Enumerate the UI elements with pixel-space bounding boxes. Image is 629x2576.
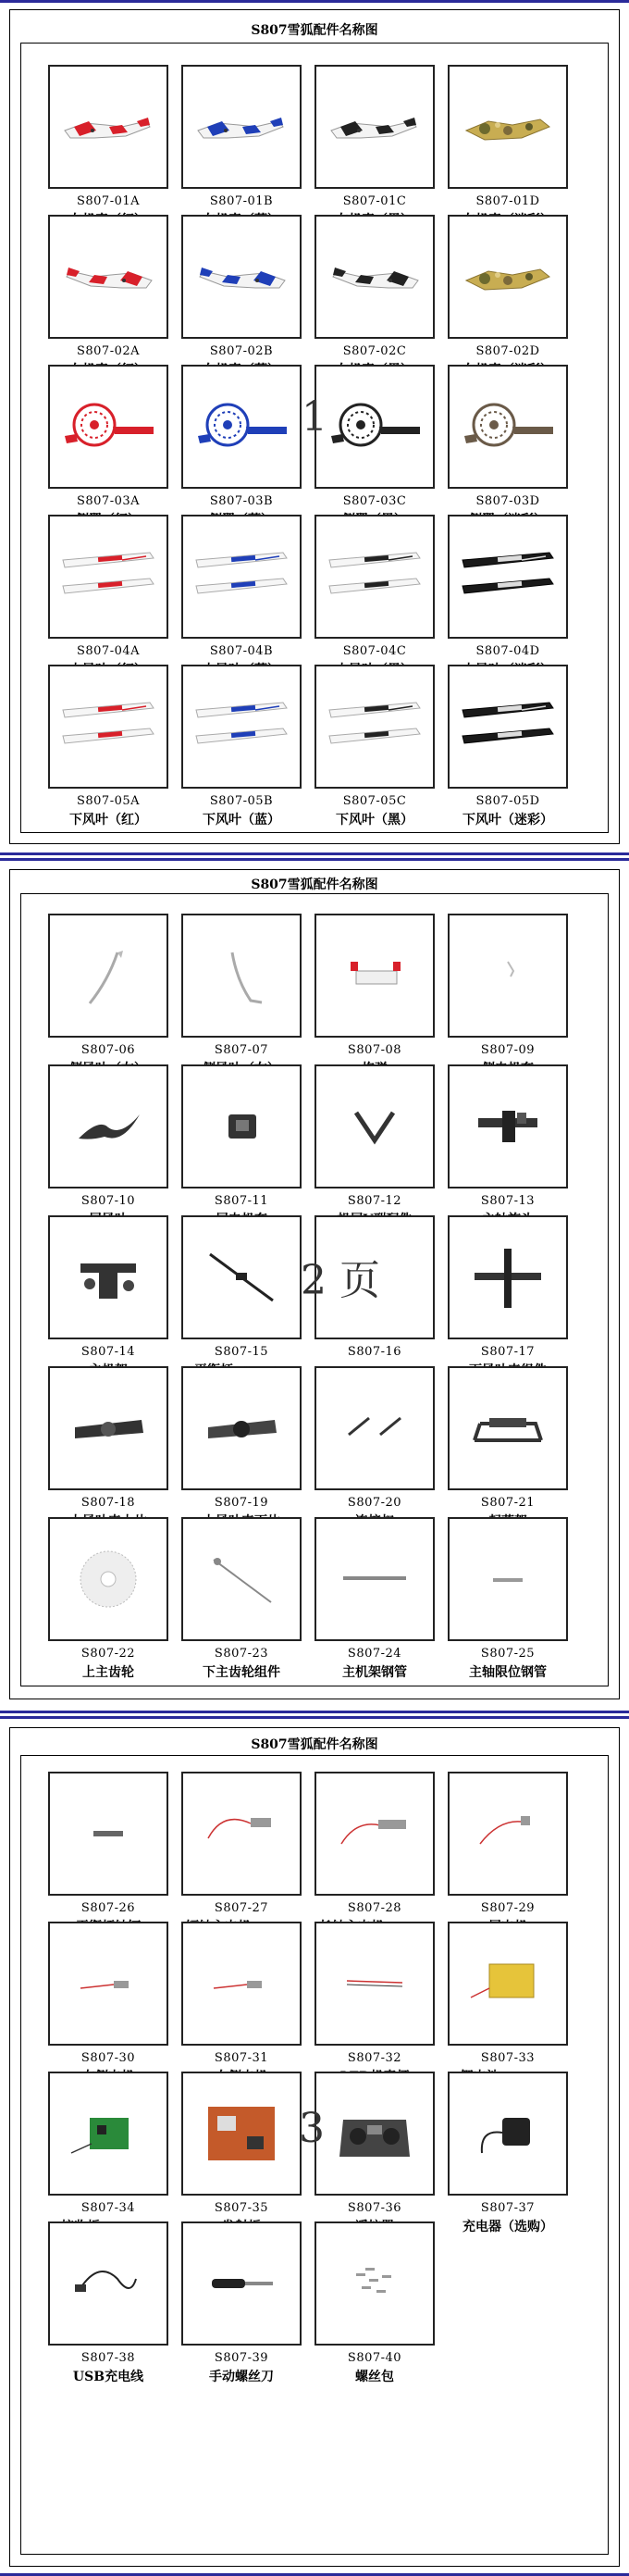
part-name bbox=[48, 1662, 168, 1681]
part-cell-s807-15 bbox=[181, 1215, 302, 1379]
part-photo-icon bbox=[448, 365, 568, 489]
part-cell-s807-09 bbox=[448, 914, 568, 1077]
part-name-text: 充电器（选购） bbox=[462, 2220, 553, 2234]
part-photo-icon bbox=[48, 1215, 168, 1339]
part-cell-s807-01d bbox=[448, 65, 568, 229]
part-cell-s807-26 bbox=[48, 1772, 168, 1935]
part-cell-s807-29 bbox=[448, 1772, 568, 1935]
part-code: S807-08 bbox=[347, 1043, 402, 1057]
part-code: S807-25 bbox=[480, 1647, 536, 1661]
part-cell-s807-32 bbox=[314, 1922, 435, 2085]
part-photo-icon bbox=[48, 215, 168, 339]
part-code: S807-31 bbox=[214, 2051, 269, 2065]
part-name-text: 下风叶（红） bbox=[69, 813, 147, 828]
part-cell-s807-13 bbox=[448, 1064, 568, 1228]
part-photo-icon bbox=[448, 914, 568, 1038]
part-cell-s807-39 bbox=[181, 2221, 302, 2385]
part-cell-s807-01a bbox=[48, 65, 168, 229]
part-code: S807-04C bbox=[342, 644, 407, 658]
part-photo-icon bbox=[181, 1064, 302, 1188]
part-cell-s807-04c bbox=[314, 515, 435, 678]
page-border-top bbox=[0, 1716, 629, 1719]
page-title: S807雪狐配件名称图 bbox=[251, 23, 378, 38]
part-photo-icon bbox=[181, 1922, 302, 2046]
part-name-text: 上主齿轮 bbox=[82, 1665, 134, 1680]
part-photo-icon bbox=[314, 1517, 435, 1641]
part-cell-s807-30 bbox=[48, 1922, 168, 2085]
page-number: 1 bbox=[302, 393, 327, 441]
part-cell-s807-05a bbox=[48, 665, 168, 828]
part-code: S807-33 bbox=[480, 2051, 536, 2065]
part-code: S807-04B bbox=[209, 644, 274, 658]
part-code: S807-40 bbox=[347, 2351, 402, 2365]
part-name-text: 下主齿轮组件 bbox=[203, 1665, 280, 1680]
part-code: S807-07 bbox=[214, 1043, 269, 1057]
part-cell-s807-38 bbox=[48, 2221, 168, 2385]
part-cell-s807-22 bbox=[48, 1517, 168, 1681]
part-code: S807-11 bbox=[214, 1194, 269, 1208]
part-code: S807-18 bbox=[80, 1496, 136, 1510]
part-cell-s807-02a bbox=[48, 215, 168, 379]
part-photo-icon bbox=[48, 665, 168, 789]
part-cell-s807-23 bbox=[181, 1517, 302, 1681]
part-photo-icon bbox=[448, 65, 568, 189]
part-cell-s807-02d bbox=[448, 215, 568, 379]
part-photo-icon bbox=[448, 1215, 568, 1339]
part-photo-icon bbox=[448, 215, 568, 339]
part-photo-icon bbox=[181, 365, 302, 489]
part-cell-s807-27 bbox=[181, 1772, 302, 1935]
page-title: S807雪狐配件名称图 bbox=[251, 877, 378, 892]
part-photo-icon bbox=[314, 215, 435, 339]
part-cell-s807-03a bbox=[48, 365, 168, 529]
part-cell-s807-14 bbox=[48, 1215, 168, 1379]
part-code: S807-19 bbox=[214, 1496, 269, 1510]
part-cell-s807-05d bbox=[448, 665, 568, 828]
part-code: S807-01D bbox=[475, 194, 540, 208]
part-code: S807-37 bbox=[480, 2201, 536, 2215]
part-photo-icon bbox=[181, 665, 302, 789]
page-border-bottom bbox=[0, 852, 629, 855]
part-photo-icon bbox=[448, 515, 568, 639]
page-border-top bbox=[0, 0, 629, 3]
catalog-page-3 bbox=[0, 1716, 629, 2576]
part-photo-icon bbox=[314, 1064, 435, 1188]
part-name bbox=[181, 1662, 302, 1681]
part-code: S807-21 bbox=[480, 1496, 536, 1510]
part-code: S807-03C bbox=[342, 494, 407, 508]
part-name bbox=[448, 1662, 568, 1681]
part-code: S807-20 bbox=[347, 1496, 402, 1510]
part-cell-s807-40 bbox=[314, 2221, 435, 2385]
part-cell-s807-07 bbox=[181, 914, 302, 1077]
part-cell-s807-24 bbox=[314, 1517, 435, 1681]
catalog-page-2 bbox=[0, 858, 629, 1713]
part-cell-s807-34 bbox=[48, 2072, 168, 2235]
part-photo-icon bbox=[314, 665, 435, 789]
part-name bbox=[48, 2367, 168, 2385]
part-code: S807-15 bbox=[214, 1345, 269, 1359]
part-photo-icon bbox=[48, 365, 168, 489]
part-photo-icon bbox=[48, 1922, 168, 2046]
part-photo-icon bbox=[181, 2221, 302, 2346]
part-code: S807-01C bbox=[342, 194, 407, 208]
part-name bbox=[314, 2367, 435, 2385]
part-code: S807-22 bbox=[80, 1647, 136, 1661]
part-cell-s807-01c bbox=[314, 65, 435, 229]
part-photo-icon bbox=[48, 1517, 168, 1641]
part-code: S807-35 bbox=[214, 2201, 269, 2215]
part-photo-icon bbox=[448, 1064, 568, 1188]
part-code: S807-03B bbox=[209, 494, 274, 508]
part-name-text: 手动螺丝刀 bbox=[209, 2370, 274, 2384]
page-number: 2 页 bbox=[301, 1257, 380, 1304]
part-name-text: 下风叶（迷彩） bbox=[462, 813, 553, 828]
part-cell-s807-25 bbox=[448, 1517, 568, 1681]
part-name-text: 下风叶（黑） bbox=[336, 813, 413, 828]
part-code: S807-29 bbox=[480, 1901, 536, 1915]
part-cell-s807-01b bbox=[181, 65, 302, 229]
part-cell-s807-03b bbox=[181, 365, 302, 529]
part-photo-icon bbox=[181, 914, 302, 1038]
part-photo-icon bbox=[48, 65, 168, 189]
part-photo-icon bbox=[181, 1366, 302, 1490]
part-code: S807-02D bbox=[475, 344, 540, 358]
part-cell-s807-03c bbox=[314, 365, 435, 529]
part-code: S807-38 bbox=[80, 2351, 136, 2365]
part-cell-s807-31 bbox=[181, 1922, 302, 2085]
part-photo-icon bbox=[448, 2072, 568, 2196]
part-code: S807-34 bbox=[80, 2201, 136, 2215]
part-code: S807-32 bbox=[347, 2051, 402, 2065]
part-photo-icon bbox=[448, 665, 568, 789]
part-name-text: 下风叶（蓝） bbox=[203, 813, 280, 828]
part-cell-s807-11 bbox=[181, 1064, 302, 1228]
part-code: S807-02C bbox=[342, 344, 407, 358]
part-photo-icon bbox=[48, 1772, 168, 1896]
part-code: S807-03A bbox=[76, 494, 141, 508]
part-photo-icon bbox=[48, 1366, 168, 1490]
part-code: S807-01A bbox=[76, 194, 141, 208]
part-code: S807-09 bbox=[480, 1043, 536, 1057]
part-name bbox=[314, 1662, 435, 1681]
part-photo-icon bbox=[448, 1517, 568, 1641]
part-code: S807-27 bbox=[214, 1901, 269, 1915]
part-cell-s807-37 bbox=[448, 2072, 568, 2235]
part-code: S807-28 bbox=[347, 1901, 402, 1915]
part-photo-icon bbox=[448, 1772, 568, 1896]
part-photo-icon bbox=[314, 1366, 435, 1490]
part-cell-s807-33 bbox=[448, 1922, 568, 2085]
part-photo-icon bbox=[48, 1064, 168, 1188]
part-photo-icon bbox=[48, 2221, 168, 2346]
part-code: S807-04D bbox=[475, 644, 540, 658]
part-photo-icon bbox=[181, 1517, 302, 1641]
part-code: S807-05D bbox=[475, 794, 540, 808]
part-name bbox=[181, 810, 302, 828]
part-cell-s807-06 bbox=[48, 914, 168, 1077]
part-name bbox=[448, 810, 568, 828]
part-photo-icon bbox=[181, 515, 302, 639]
part-cell-s807-02c bbox=[314, 215, 435, 379]
part-photo-icon bbox=[314, 515, 435, 639]
part-name bbox=[448, 2217, 568, 2235]
part-code: S807-23 bbox=[214, 1647, 269, 1661]
part-cell-s807-08 bbox=[314, 914, 435, 1077]
part-photo-icon bbox=[181, 1215, 302, 1339]
part-photo-icon bbox=[314, 365, 435, 489]
part-name-text: 主轴限位钢管 bbox=[469, 1665, 547, 1680]
part-name bbox=[181, 2367, 302, 2385]
part-code: S807-36 bbox=[347, 2201, 402, 2215]
part-cell-s807-04a bbox=[48, 515, 168, 678]
part-photo-icon bbox=[181, 215, 302, 339]
page-number: 3 bbox=[299, 2105, 325, 2152]
part-cell-s807-04d bbox=[448, 515, 568, 678]
page-border-top bbox=[0, 858, 629, 861]
part-cell-s807-19 bbox=[181, 1366, 302, 1530]
part-photo-icon bbox=[48, 2072, 168, 2196]
part-code: S807-30 bbox=[80, 2051, 136, 2065]
part-cell-s807-05b bbox=[181, 665, 302, 828]
part-photo-icon bbox=[448, 1366, 568, 1490]
part-name-text: 螺丝包 bbox=[355, 2370, 394, 2384]
part-code: S807-26 bbox=[80, 1901, 136, 1915]
part-photo-icon bbox=[314, 2221, 435, 2346]
part-code: S807-05C bbox=[342, 794, 407, 808]
part-code: S807-14 bbox=[80, 1345, 136, 1359]
part-code: S807-01B bbox=[209, 194, 274, 208]
page-title: S807雪狐配件名称图 bbox=[251, 1737, 378, 1752]
part-code: S807-13 bbox=[480, 1194, 536, 1208]
part-code: S807-06 bbox=[80, 1043, 136, 1057]
part-photo-icon bbox=[181, 65, 302, 189]
part-photo-icon bbox=[314, 2072, 435, 2196]
part-cell-s807-20 bbox=[314, 1366, 435, 1530]
part-name bbox=[48, 810, 168, 828]
part-code: S807-05A bbox=[76, 794, 141, 808]
part-name-text: 主机架钢管 bbox=[342, 1665, 407, 1680]
part-photo-icon bbox=[314, 1922, 435, 2046]
part-code: S807-10 bbox=[80, 1194, 136, 1208]
part-photo-icon bbox=[314, 1772, 435, 1896]
part-name-text: USB充电线 bbox=[72, 2370, 144, 2384]
page-border-bottom bbox=[0, 1711, 629, 1713]
part-cell-s807-05c bbox=[314, 665, 435, 828]
part-photo-icon bbox=[48, 515, 168, 639]
part-photo-icon bbox=[448, 1922, 568, 2046]
part-code: S807-17 bbox=[480, 1345, 536, 1359]
catalog-page-1 bbox=[0, 0, 629, 855]
part-code: S807-04A bbox=[76, 644, 141, 658]
part-photo-icon bbox=[314, 914, 435, 1038]
part-code: S807-39 bbox=[214, 2351, 269, 2365]
part-cell-s807-12 bbox=[314, 1064, 435, 1228]
part-photo-icon bbox=[181, 1772, 302, 1896]
part-code: S807-24 bbox=[347, 1647, 402, 1661]
part-code: S807-05B bbox=[209, 794, 274, 808]
part-cell-s807-35 bbox=[181, 2072, 302, 2235]
part-code: S807-02B bbox=[209, 344, 274, 358]
part-cell-s807-28 bbox=[314, 1772, 435, 1935]
part-cell-s807-21 bbox=[448, 1366, 568, 1530]
part-cell-s807-03d bbox=[448, 365, 568, 529]
part-cell-s807-02b bbox=[181, 215, 302, 379]
part-cell-s807-36 bbox=[314, 2072, 435, 2235]
part-code: S807-16 bbox=[347, 1345, 402, 1359]
part-code: S807-02A bbox=[76, 344, 141, 358]
part-photo-icon bbox=[181, 2072, 302, 2196]
part-code: S807-03D bbox=[475, 494, 540, 508]
part-cell-s807-04b bbox=[181, 515, 302, 678]
part-cell-s807-18 bbox=[48, 1366, 168, 1530]
part-cell-s807-17 bbox=[448, 1215, 568, 1379]
part-cell-s807-10 bbox=[48, 1064, 168, 1228]
part-photo-icon bbox=[314, 65, 435, 189]
part-code: S807-12 bbox=[347, 1194, 402, 1208]
part-photo-icon bbox=[48, 914, 168, 1038]
part-name bbox=[314, 810, 435, 828]
